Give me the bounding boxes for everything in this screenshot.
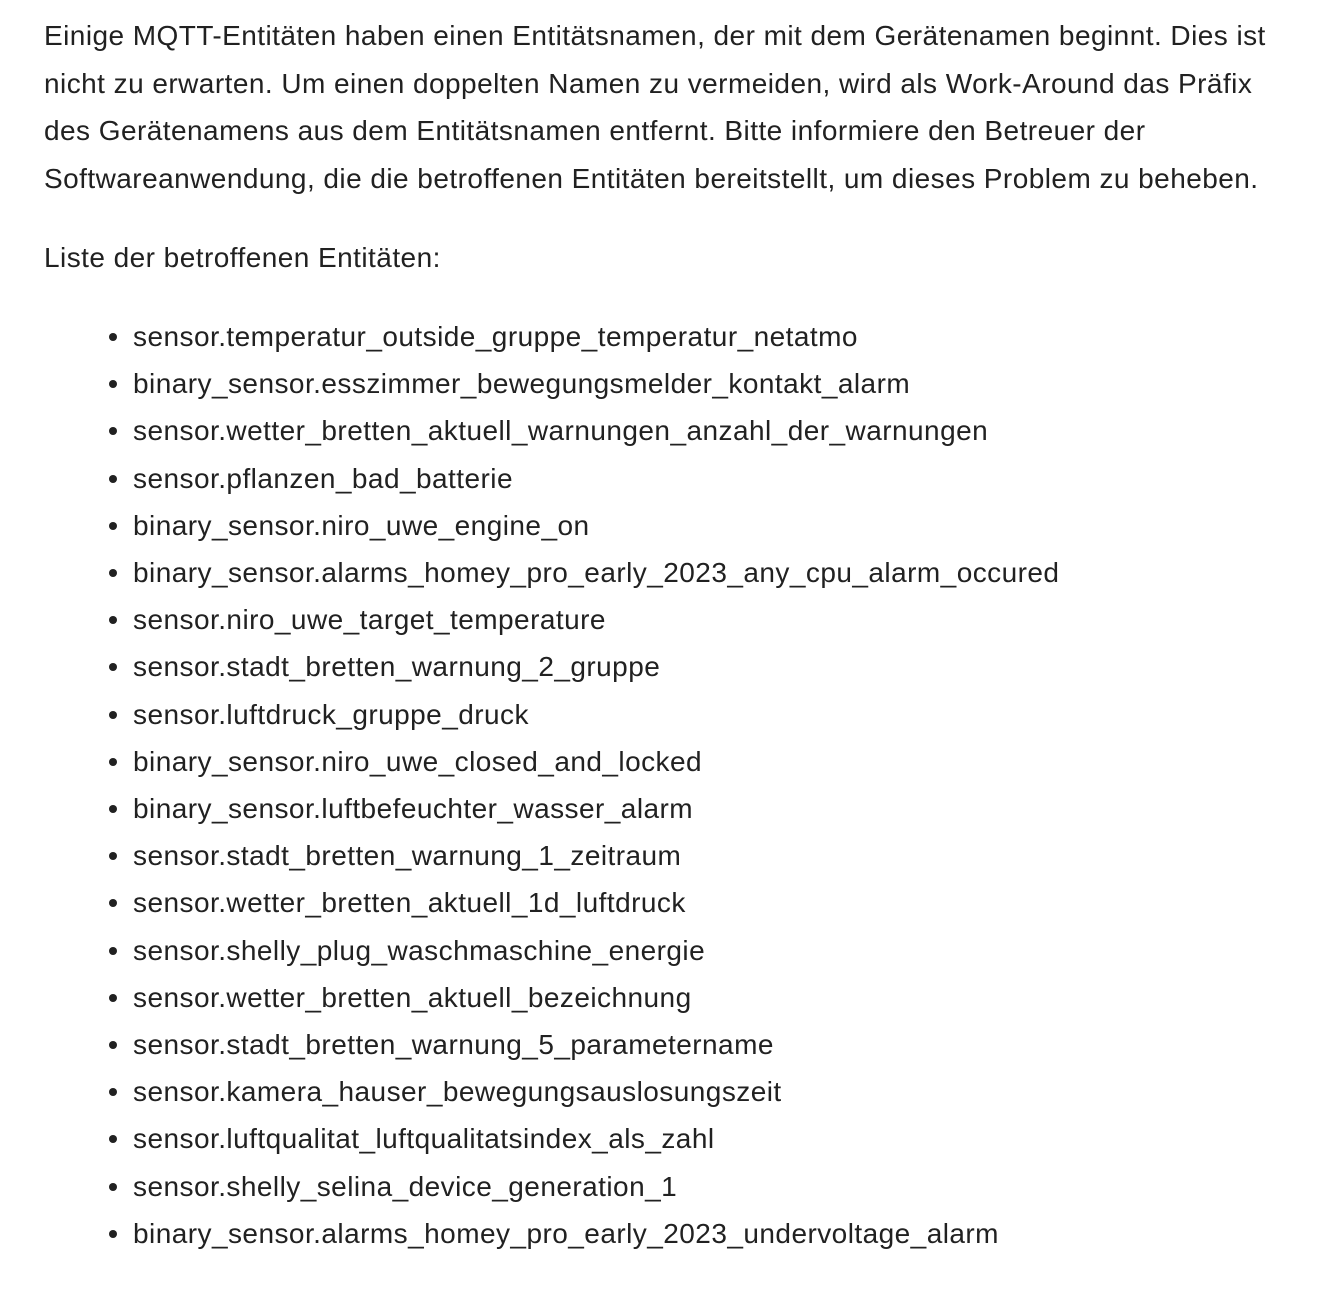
bullet-icon	[109, 994, 117, 1002]
bullet-icon	[109, 475, 117, 483]
entity-id: sensor.wetter_bretten_aktuell_warnungen_anzahl_der_warnungen	[133, 415, 989, 447]
entity-id: sensor.stadt_bretten_warnung_2_gruppe	[133, 651, 661, 683]
entity-id: binary_sensor.luftbefeuchter_wasser_alarm	[133, 793, 694, 825]
list-item	[133, 879, 1286, 926]
list-item	[133, 596, 1286, 643]
list-item	[133, 927, 1286, 974]
bullet-icon	[109, 380, 117, 388]
bullet-icon	[109, 711, 117, 719]
entity-id: sensor.shelly_selina_device_generation_1	[133, 1170, 678, 1202]
bullet-icon	[109, 899, 117, 907]
list-item	[133, 1068, 1286, 1115]
affected-entities-list	[44, 313, 1286, 1257]
affected-entities-heading: Liste der betroffenen Entitäten:	[44, 242, 441, 273]
bullet-icon	[109, 947, 117, 955]
entity-id: sensor.stadt_bretten_warnung_1_zeitraum	[133, 840, 682, 872]
bullet-icon	[109, 616, 117, 624]
bullet-icon	[109, 427, 117, 435]
list-item	[133, 832, 1286, 879]
list-item	[133, 785, 1286, 832]
list-item	[133, 549, 1286, 596]
intro-paragraph: Einige MQTT-Entitäten haben einen Entitätsnamen, der mit dem Gerätenamen beginnt. Dies ist nicht zu erwarten. Um einen doppelten Namen zu vermeiden, wird als Work-Around das Präfix des Gerätenamens aus dem Entitätsnamen entfernt. Bitte informiere den Betreuer der Softwareanwendung, die die betroffenen Entitäten bereitstellt, um dieses Problem zu beheben.	[44, 20, 1266, 194]
entity-id: binary_sensor.alarms_homey_pro_early_2023_undervoltage_alarm	[133, 1217, 999, 1249]
entity-id: binary_sensor.alarms_homey_pro_early_2023_any_cpu_alarm_occured	[133, 557, 1060, 589]
bullet-icon	[109, 522, 117, 530]
list-item	[133, 643, 1286, 690]
entity-id: sensor.temperatur_outside_gruppe_temperatur_netatmo	[133, 321, 858, 352]
entity-id: sensor.luftqualitat_luftqualitatsindex_als_zahl	[133, 1123, 715, 1155]
entity-id: sensor.pflanzen_bad_batterie	[133, 462, 513, 494]
entity-id: sensor.shelly_plug_waschmaschine_energie	[133, 934, 706, 966]
list-item	[133, 1163, 1286, 1210]
list-item	[133, 738, 1286, 785]
entity-id: binary_sensor.niro_uwe_engine_on	[133, 509, 590, 541]
entity-id: sensor.kamera_hauser_bewegungsauslosungszeit	[133, 1076, 782, 1108]
list-item	[133, 691, 1286, 738]
bullet-icon	[109, 663, 117, 671]
list-item	[133, 313, 1286, 360]
bullet-icon	[109, 758, 117, 766]
bullet-icon	[109, 1230, 117, 1238]
bullet-icon	[109, 1088, 117, 1096]
entity-id: sensor.wetter_bretten_aktuell_1d_luftdruck	[133, 887, 686, 919]
entity-id: binary_sensor.esszimmer_bewegungsmelder_kontakt_alarm	[133, 368, 911, 400]
list-item	[133, 1021, 1286, 1068]
entity-id: sensor.stadt_bretten_warnung_5_parametername	[133, 1029, 774, 1061]
list-item	[133, 455, 1286, 502]
list-item	[133, 502, 1286, 549]
bullet-icon	[109, 569, 117, 577]
bullet-icon	[109, 852, 117, 860]
list-item	[133, 360, 1286, 407]
entity-id: sensor.niro_uwe_target_temperature	[133, 604, 606, 636]
entity-id: sensor.wetter_bretten_aktuell_bezeichnung	[133, 981, 692, 1013]
bullet-icon	[109, 1183, 117, 1191]
list-item	[133, 407, 1286, 454]
list-item	[133, 1115, 1286, 1162]
bullet-icon	[109, 1135, 117, 1143]
entity-id: binary_sensor.niro_uwe_closed_and_locked	[133, 745, 703, 777]
bullet-icon	[109, 333, 117, 341]
list-item	[133, 1210, 1286, 1257]
bullet-icon	[109, 805, 117, 813]
bullet-icon	[109, 1041, 117, 1049]
list-item	[133, 974, 1286, 1021]
entity-id: sensor.luftdruck_gruppe_druck	[133, 698, 529, 730]
